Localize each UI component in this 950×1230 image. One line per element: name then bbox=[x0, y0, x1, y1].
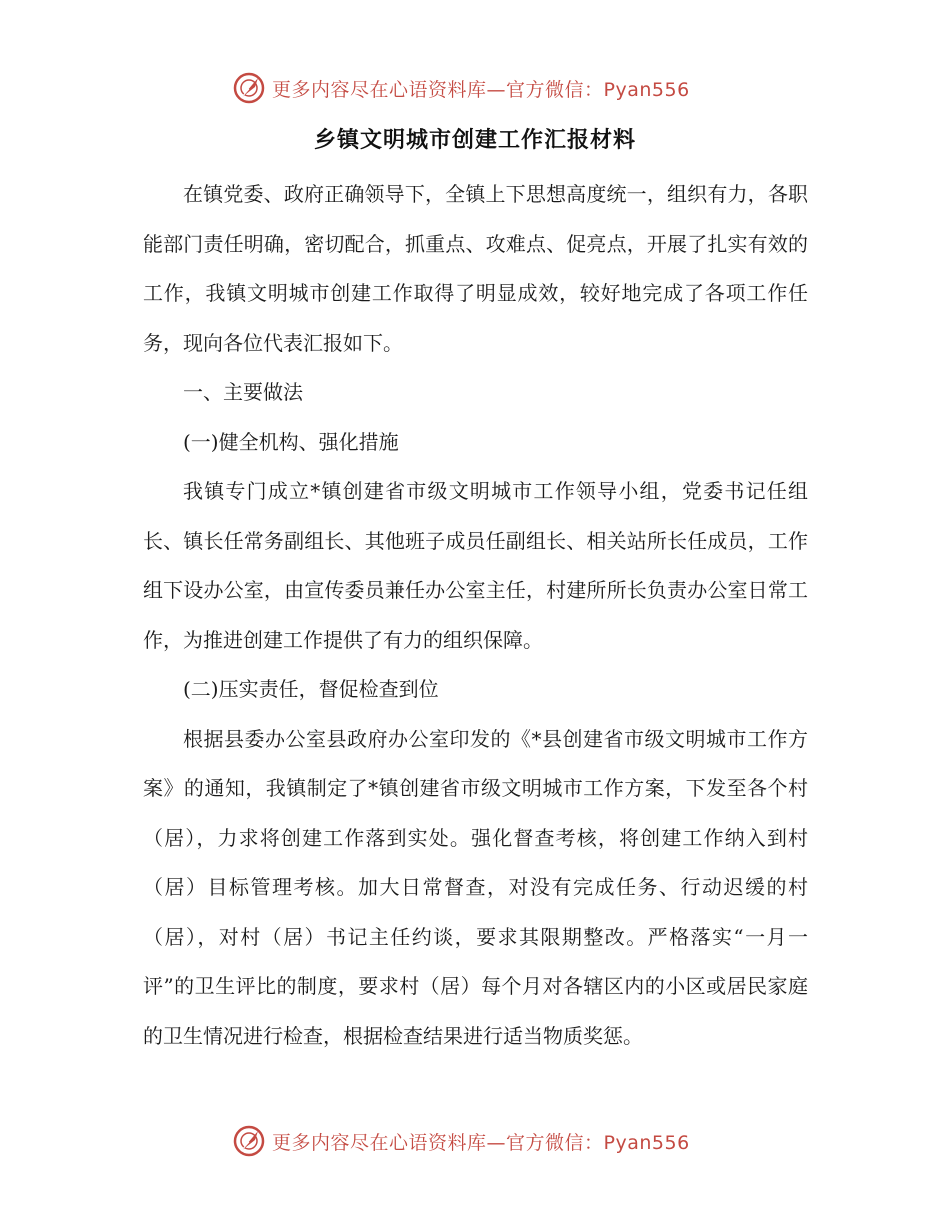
header-watermark-banner bbox=[232, 70, 732, 106]
quill-logo-icon bbox=[232, 71, 266, 105]
paragraph-intro: 在镇党委、政府正确领导下，全镇上下思想高度统一，组织有力，各职能部门责任明确，密切配合，抓重点、攻难点、促亮点，开展了扎实有效的工作，我镇文明城市创建工作取得了明显成效，较好地完成了各项工作任务，现向各位代表汇报如下。 bbox=[143, 182, 808, 355]
banner-text: 更多内容尽在心语资料库—官方微信：Pyan556 bbox=[272, 78, 690, 101]
section-heading: 一、主要做法 bbox=[183, 380, 303, 404]
subsection-heading: (一)健全机构、强化措施 bbox=[183, 429, 399, 454]
footer-watermark-banner bbox=[232, 1123, 732, 1159]
document-body bbox=[143, 170, 808, 1061]
document-title: 乡镇文明城市创建工作汇报材料 bbox=[313, 128, 636, 153]
quill-logo-icon bbox=[232, 1124, 266, 1158]
subsection-heading: (二)压实责任，督促检查到位 bbox=[183, 677, 439, 701]
paragraph-body: 根据县委办公室县政府办公室印发的《*县创建省市级文明城市工作方案》的通知，我镇制定了*镇创建省市级文明城市工作方案，下发至各个村（居），力求将创建工作落到实处。强化督查考核，将创建工作纳入到村（居）目标管理考核。加大日常督查，对没有完成任务、行动迟缓的村（居），对村（居）书记主任约谈，要求其限期整改。严格落实“一月一评”的卫生评比的制度，要求村（居）每个月对各辖区内的小区或居民家庭的卫生情况进行检查，根据检查结果进行适当物质奖惩。 bbox=[143, 726, 808, 1048]
paragraph-body: 我镇专门成立*镇创建省市级文明城市工作领导小组，党委书记任组长、镇长任常务副组长、其他班子成员任副组长、相关站所长任成员，工作组下设办公室，由宣传委员兼任办公室主任，村建所所长负责办公室日常工作，为推进创建工作提供了有力的组织保障。 bbox=[143, 479, 808, 652]
banner-text: 更多内容尽在心语资料库—官方微信：Pyan556 bbox=[272, 1131, 690, 1154]
